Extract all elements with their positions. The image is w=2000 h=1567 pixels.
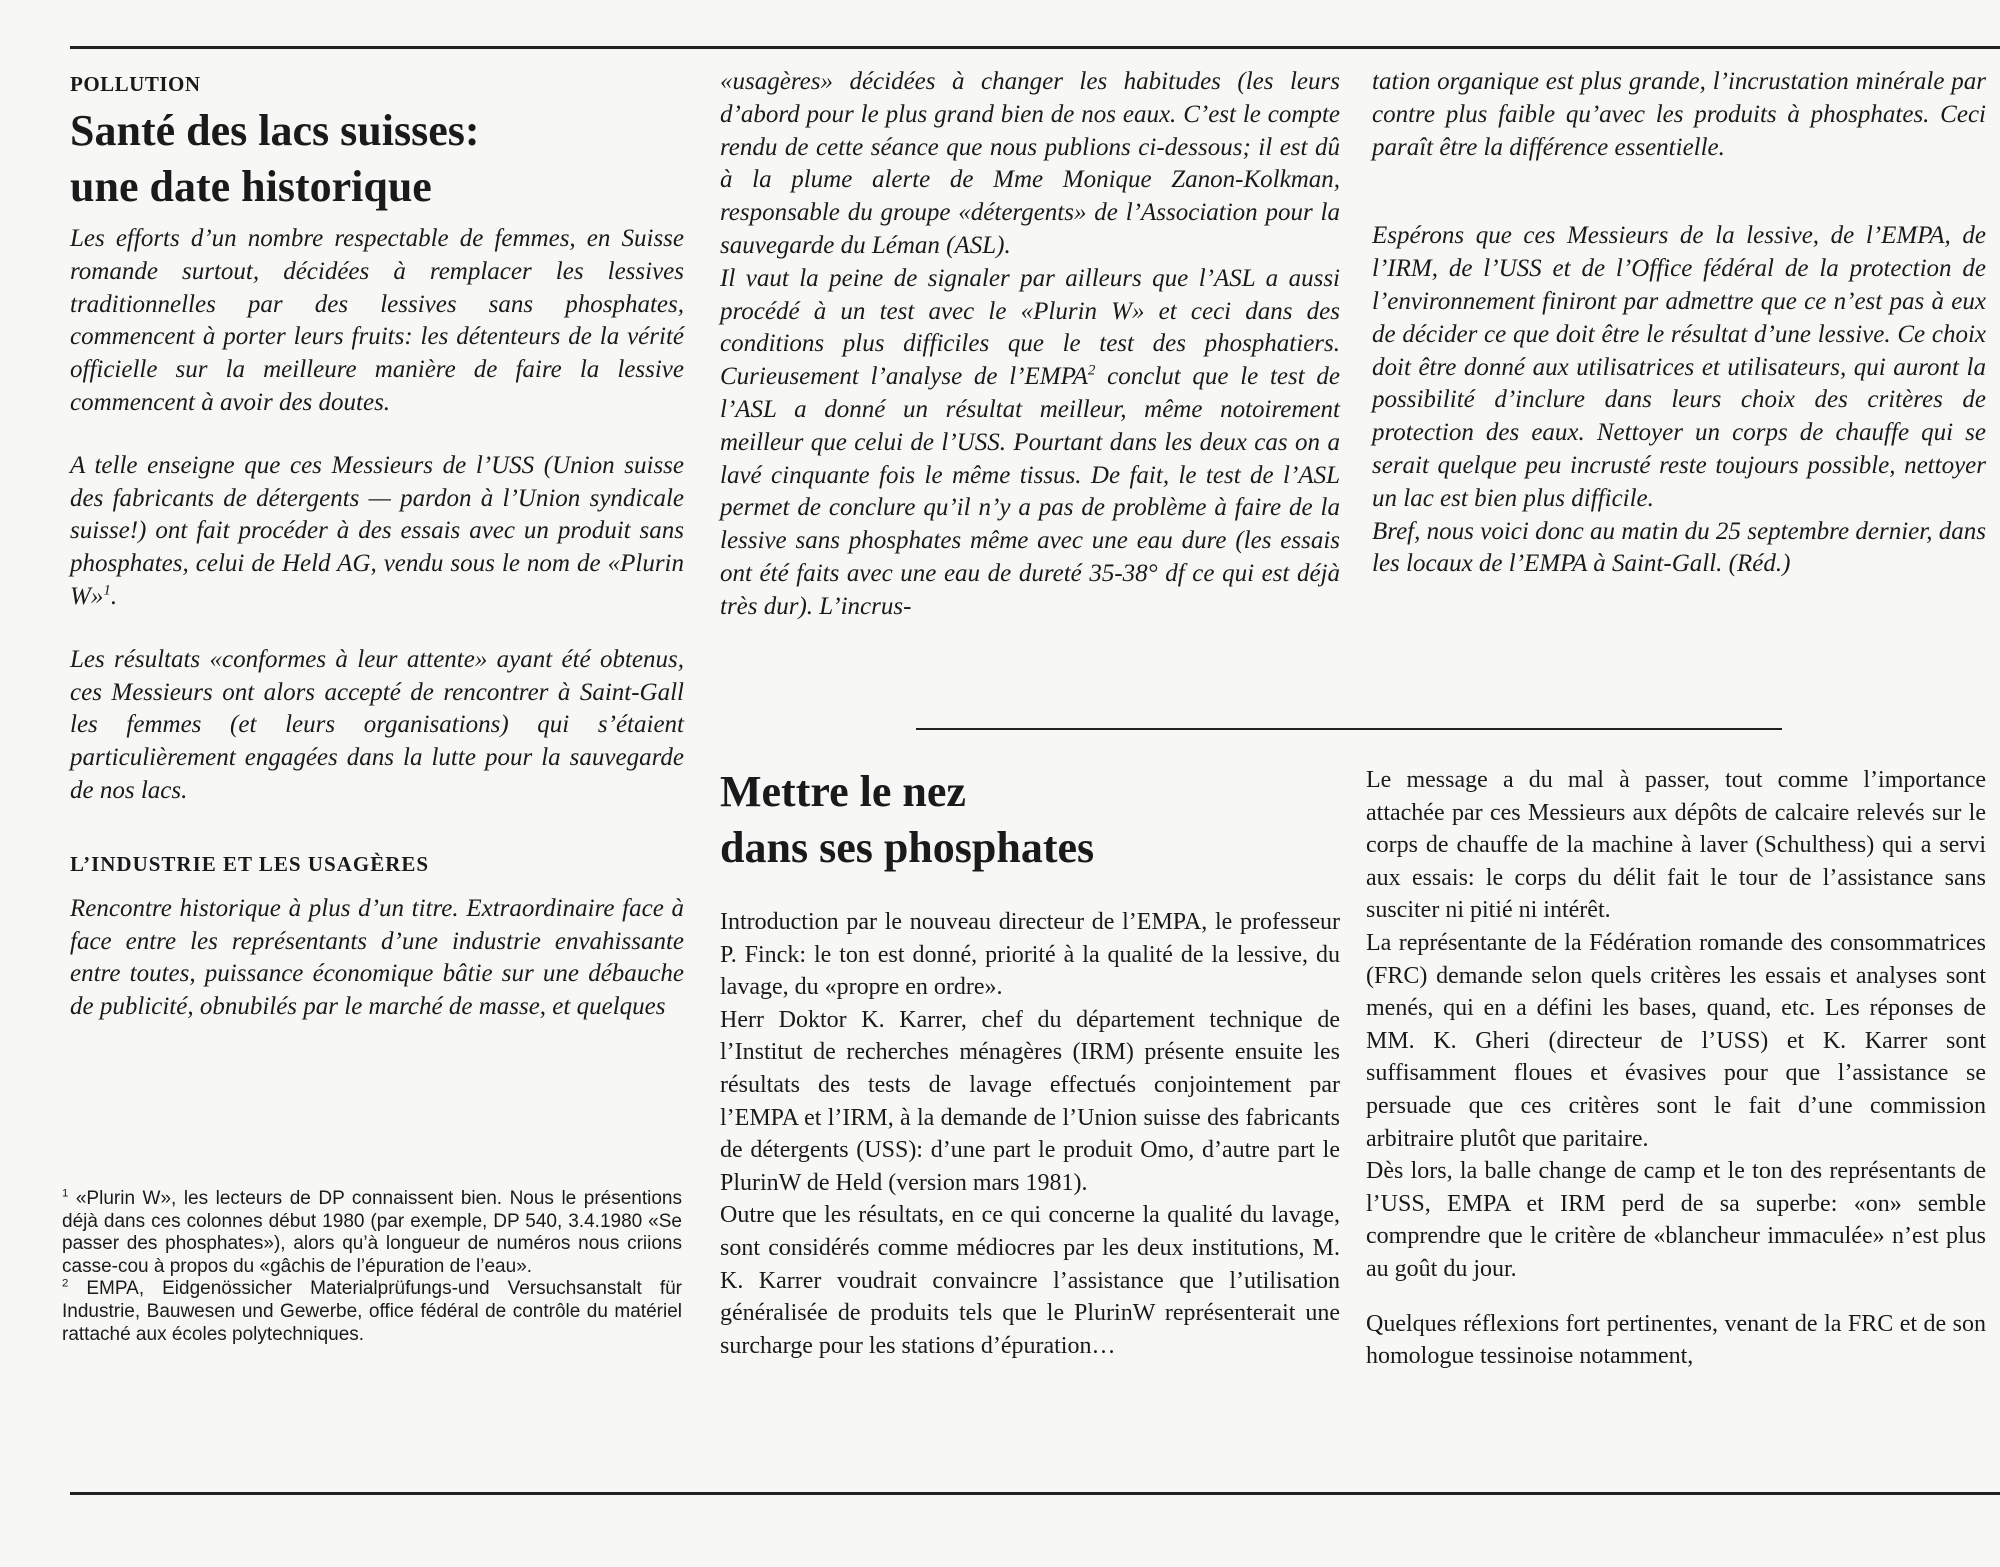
top-rule bbox=[70, 46, 2000, 49]
body-paragraph-7: Quelques réflexions fort pertinentes, venant de la FRC et de son homologue tessinoise notamment, bbox=[1366, 1310, 1986, 1370]
title-line-2: une date historique bbox=[70, 162, 432, 211]
intro-paragraph-8: Espérons que ces Messieurs de la lessive, de l’EMPA, de l’IRM, de l’USS et de l’Office fédéral de la protection de l’environnement finiront par admettre que ce n’est pas à eux de décider ce que doit être le résultat d’une lessive. Ce choix doit être donné aux utilisatrices et utilisateurs, qui auront la possibilité d’inclure dans leurs choix des critères de protection des eaux. Nettoyer un corps de chauffe qui se serait quelque peu incrusté reste toujours possible, nettoyer un lac est bien plus difficile. bbox=[1372, 222, 1986, 512]
article-2-column-2 bbox=[1366, 764, 1986, 1373]
article-2-title bbox=[720, 764, 1340, 876]
body-paragraph-1: Introduction par le nouveau directeur de l’EMPA, le professeur P. Finck: le ton est donné, priorité à la qualité de la lessive, du lavage, du «propre en ordre». bbox=[720, 909, 1340, 1001]
intro-paragraph-5: «usagères» décidées à changer les habitudes (les leurs d’abord pour le plus grand bien de nos eaux. C’est le compte rendu de cette séance que nous publions ci-dessous; il est dû à la plume alerte de Mme Monique Zanon-Kolkman, responsable du groupe «détergents» de l’Association pour la sauvegarde du Léman (ASL). bbox=[720, 68, 1340, 259]
article-2-column-1 bbox=[720, 764, 1340, 1362]
title-line-1: Santé des lacs suisses: bbox=[70, 106, 480, 155]
footnotes bbox=[62, 1188, 682, 1346]
intro-paragraph-2: A telle enseigne que ces Messieurs de l’USS (Union suisse des fabricants de détergents — pardon à l’Union syndicale suisse!) ont fait procéder à des essais avec un produit sans phosphates, celui de Held AG, vendu sous le nom de «Plurin W»$^1$. bbox=[70, 451, 684, 610]
subheading: L’INDUSTRIE ET LES USAGÈRES bbox=[70, 851, 430, 876]
body-paragraph-5: La représentante de la Fédération romande des consommatrices (FRC) demande selon quels critères les essais et analyses sont menés, qui en a défini les bases, quand, etc. Les réponses de MM. K. Gheri (directeur de l’USS) et K. Karrer sont suffisamment floues et évasives pour que l’assistance se persuade que ces critères sont le fait d’une commission arbitraire plutôt que paritaire. bbox=[1366, 929, 1986, 1152]
intro-paragraph-1: Les efforts d’un nombre respectable de femmes, en Suisse romande surtout, décidées à remplacer les lessives traditionnelles par des lessives sans phosphates, commencent à porter leurs fruits: les détenteurs de la vérité officielle sur la meilleure manière de faire la lessive commencent à avoir des doutes. bbox=[70, 225, 684, 416]
article-2-title-line-2: dans ses phosphates bbox=[720, 823, 1095, 872]
article-2-title-line-1: Mettre le nez bbox=[720, 767, 966, 816]
footnote-2: $^2$ EMPA, Eidgenössicher Materialprüfungs-und Versuchsanstalt für Industrie, Bauwesen und Gewerbe, office fédéral de contrôle du matériel rattaché aux écoles polytechniques. bbox=[62, 1278, 682, 1345]
body-paragraph-6: Dès lors, la balle change de camp et le ton des représentants de l’USS, EMPA et IRM perd de sa superbe: «on» semble comprendre que le critère de «blancheur immaculée» n’est plus au goût du jour. bbox=[1366, 1158, 1986, 1282]
body-paragraph-4: Le message a du mal à passer, tout comme l’importance attachée par ces Messieurs aux dépôts de calcaire relevés sur le corps de chauffe de la machine à laver (Schulthess) qui a servi aux essais: le corps du délit fait le tour de l’assistance sans susciter ni pitié ni intérêt. bbox=[1366, 767, 1986, 924]
intro-paragraph-6: Il vaut la peine de signaler par ailleurs que l’ASL a aussi procédé à un test avec le «Plurin W» et ceci dans des conditions plus difficiles que le test des phosphatiers. Curieusement l’analyse de l’EMPA$^2$ conclut que le test de l’ASL a donné un résultat meilleur, même notoirement meilleur que celui de l’USS. Pourtant dans les deux cas on a lavé cinquante fois le même tissus. De fait, le test de l’ASL permet de conclure qu’il n’y a pas de problème à faire de la lessive sans phosphates même avec une eau dure (les essais ont été faits avec une eau de dureté 35-38° df ce qui est déjà très dur). L’incrus- bbox=[720, 264, 1340, 620]
body-paragraph-2: Herr Doktor K. Karrer, chef du département technique de l’Institut de recherches ménagères (IRM) présente ensuite les résultats des tests de lavage effectués conjointement par l’EMPA et l’IRM, à la demande de l’Union suisse des fabricants de détergents (USS): d’une part le produit Omo, d’autre part le PlurinW de Held (version mars 1981). bbox=[720, 1006, 1340, 1196]
footnote-1: $^1$ «Plurin W», les lecteurs de DP connaissent bien. Nous le présentions déjà dans ces colonnes début 1980 (par exemple, DP 540, 3.4.1980 «Se passer des phosphates»), alors qu’à longueur de numéros nous criions casse-cou à propos du «gâchis de l’épuration de l’eau». bbox=[62, 1187, 682, 1277]
article-title bbox=[70, 103, 684, 215]
body-paragraph-3: Outre que les résultats, en ce qui concerne la qualité du lavage, sont considérés comme médiocres par les deux institutions, M. K. Karrer voudrait convaincre l’assistance que l’utilisation généralisée de produits tels que le PlurinW représenterait une surcharge pour les stations d’épuration… bbox=[720, 1202, 1340, 1359]
intro-paragraph-3: Les résultats «conformes à leur attente» ayant été obtenus, ces Messieurs ont alors accepté de rencontrer à Saint-Gall les femmes (et leurs organisations) qui s’étaient particulièrement engagées dans la lutte pour la sauvegarde de nos lacs. bbox=[70, 645, 684, 804]
section-divider bbox=[916, 728, 1782, 730]
intro-paragraph-7: tation organique est plus grande, l’incrustation minérale par contre plus faible qu’avec les produits à phosphates. Ceci paraît être la différence essentielle. bbox=[1372, 68, 1986, 161]
column-1 bbox=[70, 66, 684, 1024]
bottom-rule bbox=[70, 1492, 2000, 1495]
footnote-ref-2: 2 bbox=[1087, 362, 1096, 379]
intro-paragraph-4: Rencontre historique à plus d’un titre. Extraordinaire face à face entre les représentants d’une industrie envahissante entre toutes, puissance économique bâtie sur une débauche de publicité, obnubilés par le marché de masse, et quelques bbox=[70, 894, 684, 1021]
column-2 bbox=[720, 66, 1340, 624]
intro-paragraph-9: Bref, nous voici donc au matin du 25 septembre dernier, dans les locaux de l’EMPA à Saint-Gall. (Réd.) bbox=[1372, 517, 1986, 578]
section-kicker: POLLUTION bbox=[70, 72, 201, 96]
footnote-ref-1: 1 bbox=[103, 582, 111, 599]
column-3 bbox=[1372, 66, 1986, 581]
